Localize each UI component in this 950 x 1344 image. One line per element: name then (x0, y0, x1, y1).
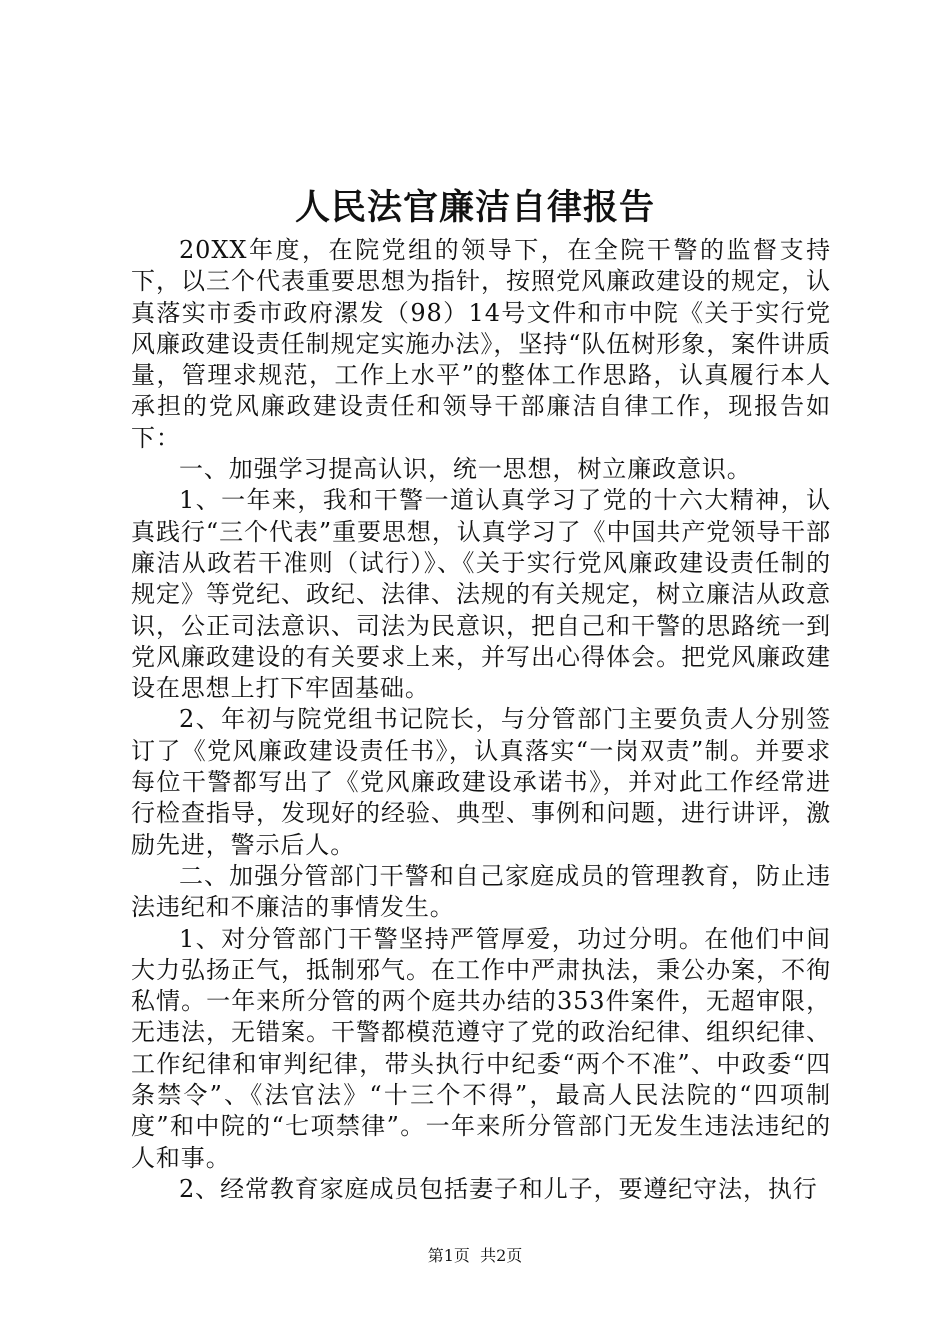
paragraph-intro: 20XX年度，在院党组的领导下，在全院干警的监督支持下，以三个代表重要思想为指针，按照党风廉政建设的规定，认真落实市委市政府漯发（98）14号文件和市中院《关于实行党风廉政建设责任制规定实施办法》，坚持“队伍树形象，案件讲质量，管理求规范，工作上水平”的整体工作思路，认真履行本人承担的党风廉政建设责任和领导干部廉洁自律工作，现报告如下： (131, 236, 831, 452)
page-footer (0, 1246, 950, 1266)
document-title: 人民法官廉洁自律报告 (294, 188, 655, 228)
paragraph-1-1: 1、一年来，我和干警一道认真学习了党的十六大精神，认真践行“三个代表”重要思想，认真学习了《中国共产党领导干部廉洁从政若干准则（试行）》、《关于实行党风廉政建设责任制的规定》等党纪、政纪、法律、法规的有关规定，树立廉洁从政意识，公正司法意识、司法为民意识，把自己和干警的思路统一到党风廉政建设的有关要求上来，并写出心得体会。把党风廉政建设在思想上打下牢固基础。 (131, 486, 831, 703)
section-heading-2: 二、加强分管部门干警和自己家庭成员的管理教育，防止违法违纪和不廉洁的事情发生。 (131, 861, 831, 922)
section-heading-1: 一、加强学习提高认识，统一思想，树立廉政意识。 (179, 455, 752, 484)
paragraph-2-1: 1、对分管部门干警坚持严管厚爱，功过分明。在他们中间大力弘扬正气，抵制邪气。在工作中严肃执法，秉公办案，不徇私情。一年来所分管的两个庭共办结的353件案件，无超审限，无违法，无错案。干警都模范遵守了党的政治纪律、组织纪律、工作纪律和审判纪律，带头执行中纪委“两个不准”、中政委“四条禁令”、《法官法》“十三个不得”，最高人民法院的“四项制度”和中院的“七项禁律”。一年来所分管部门无发生违法违纪的人和事。 (131, 924, 831, 1172)
document-body (131, 235, 831, 1205)
page-number: 第1页 共2页 (427, 1246, 523, 1265)
paragraph-1-2: 2、年初与院党组书记院长，与分管部门主要负责人分别签订了《党风廉政建设责任书》，认真落实“一岗双责”制。并要求每位干警都写出了《党风廉政建设承诺书》，并对此工作经常进行检查指导，发现好的经验、典型、事例和问题，进行讲评，激励先进，警示后人。 (131, 705, 831, 859)
paragraph-2-2: 2、经常教育家庭成员包括妻子和儿子，要遵纪守法，执行 (179, 1174, 818, 1203)
